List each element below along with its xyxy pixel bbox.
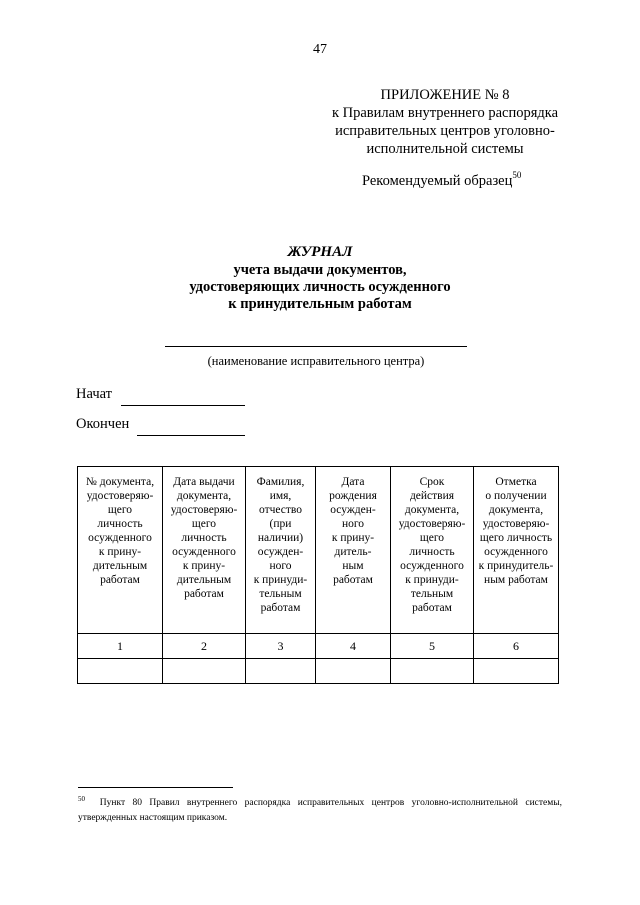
header-line: действия <box>409 490 455 502</box>
column-number: 1 <box>78 634 163 659</box>
header-line: личность <box>97 518 143 530</box>
journal-title: ЖУРНАЛ <box>287 244 353 260</box>
header-line: удостоверяю- <box>482 518 550 530</box>
header-line: документа, <box>176 490 232 502</box>
header-line: осужден- <box>257 546 304 558</box>
header-line: (при <box>269 518 292 530</box>
header-line: ного <box>341 518 365 530</box>
header-line: Отметка <box>495 476 537 488</box>
header-line: к прину- <box>98 546 142 558</box>
header-line: работам <box>333 574 373 586</box>
recommended-sample-label <box>362 170 521 190</box>
sample-text: Рекомендуемый образец <box>362 173 513 189</box>
appendix-line: к Правилам внутреннего распорядка <box>331 105 559 121</box>
column-number: 5 <box>391 634 474 659</box>
journal-subtitle <box>0 262 640 313</box>
header-cell <box>246 467 316 634</box>
footnote <box>78 792 562 826</box>
subtitle-line: к принудительным работам <box>228 296 412 312</box>
appendix-header <box>300 86 590 158</box>
journal-table <box>77 466 559 684</box>
header-line: Срок <box>419 476 445 488</box>
page-number: 47 <box>313 42 327 57</box>
empty-cell[interactable] <box>316 659 391 684</box>
subtitle-line: учета выдачи документов, <box>233 262 407 278</box>
header-line: осужденного <box>172 546 236 558</box>
column-number: 6 <box>474 634 559 659</box>
header-line: Фамилия, <box>256 476 305 488</box>
header-line: удостоверяю- <box>170 504 238 516</box>
empty-cell[interactable] <box>246 659 316 684</box>
header-line: № документа, <box>85 476 155 488</box>
empty-cell[interactable] <box>391 659 474 684</box>
header-line: к принуди- <box>253 574 308 586</box>
appendix-title: ПРИЛОЖЕНИЕ № 8 <box>380 87 510 103</box>
header-line: личность <box>409 546 455 558</box>
empty-row <box>78 659 559 684</box>
empty-cell[interactable] <box>78 659 163 684</box>
header-line: тельным <box>259 588 302 600</box>
footnote-text: Пункт 80 Правил внутреннего распорядка исправительных центров уголовно-исполнительной системы, утвержденных настоящим приказом. <box>78 798 563 824</box>
header-line: работам <box>100 574 140 586</box>
header-line: удостоверяю- <box>86 490 154 502</box>
appendix-line: исправительных центров уголовно- <box>335 123 555 139</box>
header-line: к принуди- <box>405 574 459 586</box>
header-line: о получении <box>485 490 547 502</box>
header-line: щего личность <box>479 532 553 544</box>
header-line: отчество <box>258 504 303 516</box>
header-line: осужденного <box>484 546 548 558</box>
column-number-row <box>78 634 559 659</box>
header-cell <box>391 467 474 634</box>
subtitle-line: удостоверяющих личность осужденного <box>189 279 451 295</box>
header-line: к прину- <box>331 532 375 544</box>
header-line: ного <box>269 560 292 572</box>
header-line: к прину- <box>182 560 226 572</box>
finished-line <box>137 435 245 436</box>
header-line: Дата <box>341 476 365 488</box>
header-line: осужден- <box>330 504 376 516</box>
header-line: работам <box>260 602 301 614</box>
header-line: щего <box>191 518 217 530</box>
header-line: рождения <box>329 490 377 502</box>
center-name-caption: (наименование исправительного центра) <box>207 354 425 368</box>
appendix-line: исполнительной системы <box>366 141 524 157</box>
header-line: щего <box>107 504 133 516</box>
column-number: 3 <box>246 634 316 659</box>
header-cell <box>163 467 246 634</box>
header-line: Дата выдачи <box>173 476 235 488</box>
header-line: дительным <box>92 560 148 572</box>
header-cell <box>78 467 163 634</box>
header-cell <box>316 467 391 634</box>
column-number: 2 <box>163 634 246 659</box>
footnote-reference: 50 <box>512 170 522 180</box>
header-line: наличии) <box>257 532 304 544</box>
empty-cell[interactable] <box>474 659 559 684</box>
header-line: личность <box>181 532 227 544</box>
header-line: к принудитель- <box>478 560 554 572</box>
header-line: удостоверяю- <box>398 518 466 530</box>
header-line: документа, <box>404 504 460 516</box>
column-number: 4 <box>316 634 391 659</box>
header-line: документа, <box>488 504 544 516</box>
header-line: щего <box>419 532 445 544</box>
header-line: ным <box>342 560 364 572</box>
footnote-number: 50 <box>78 795 85 803</box>
empty-cell[interactable] <box>163 659 246 684</box>
header-line: работам <box>412 602 452 614</box>
header-cell <box>474 467 559 634</box>
started-label: Начат <box>76 386 113 402</box>
center-name-line <box>165 346 467 347</box>
header-line: дитель- <box>334 546 372 558</box>
started-line <box>121 405 245 406</box>
header-line: имя, <box>269 490 292 502</box>
header-line: тельным <box>410 588 454 600</box>
finished-label: Окончен <box>76 416 130 432</box>
footnote-separator <box>78 787 233 788</box>
header-line: работам <box>184 588 224 600</box>
header-row <box>78 467 559 634</box>
header-line: осужденного <box>400 560 464 572</box>
header-line: ным работам <box>484 574 548 586</box>
header-line: осужденного <box>88 532 152 544</box>
header-line: дительным <box>176 574 232 586</box>
